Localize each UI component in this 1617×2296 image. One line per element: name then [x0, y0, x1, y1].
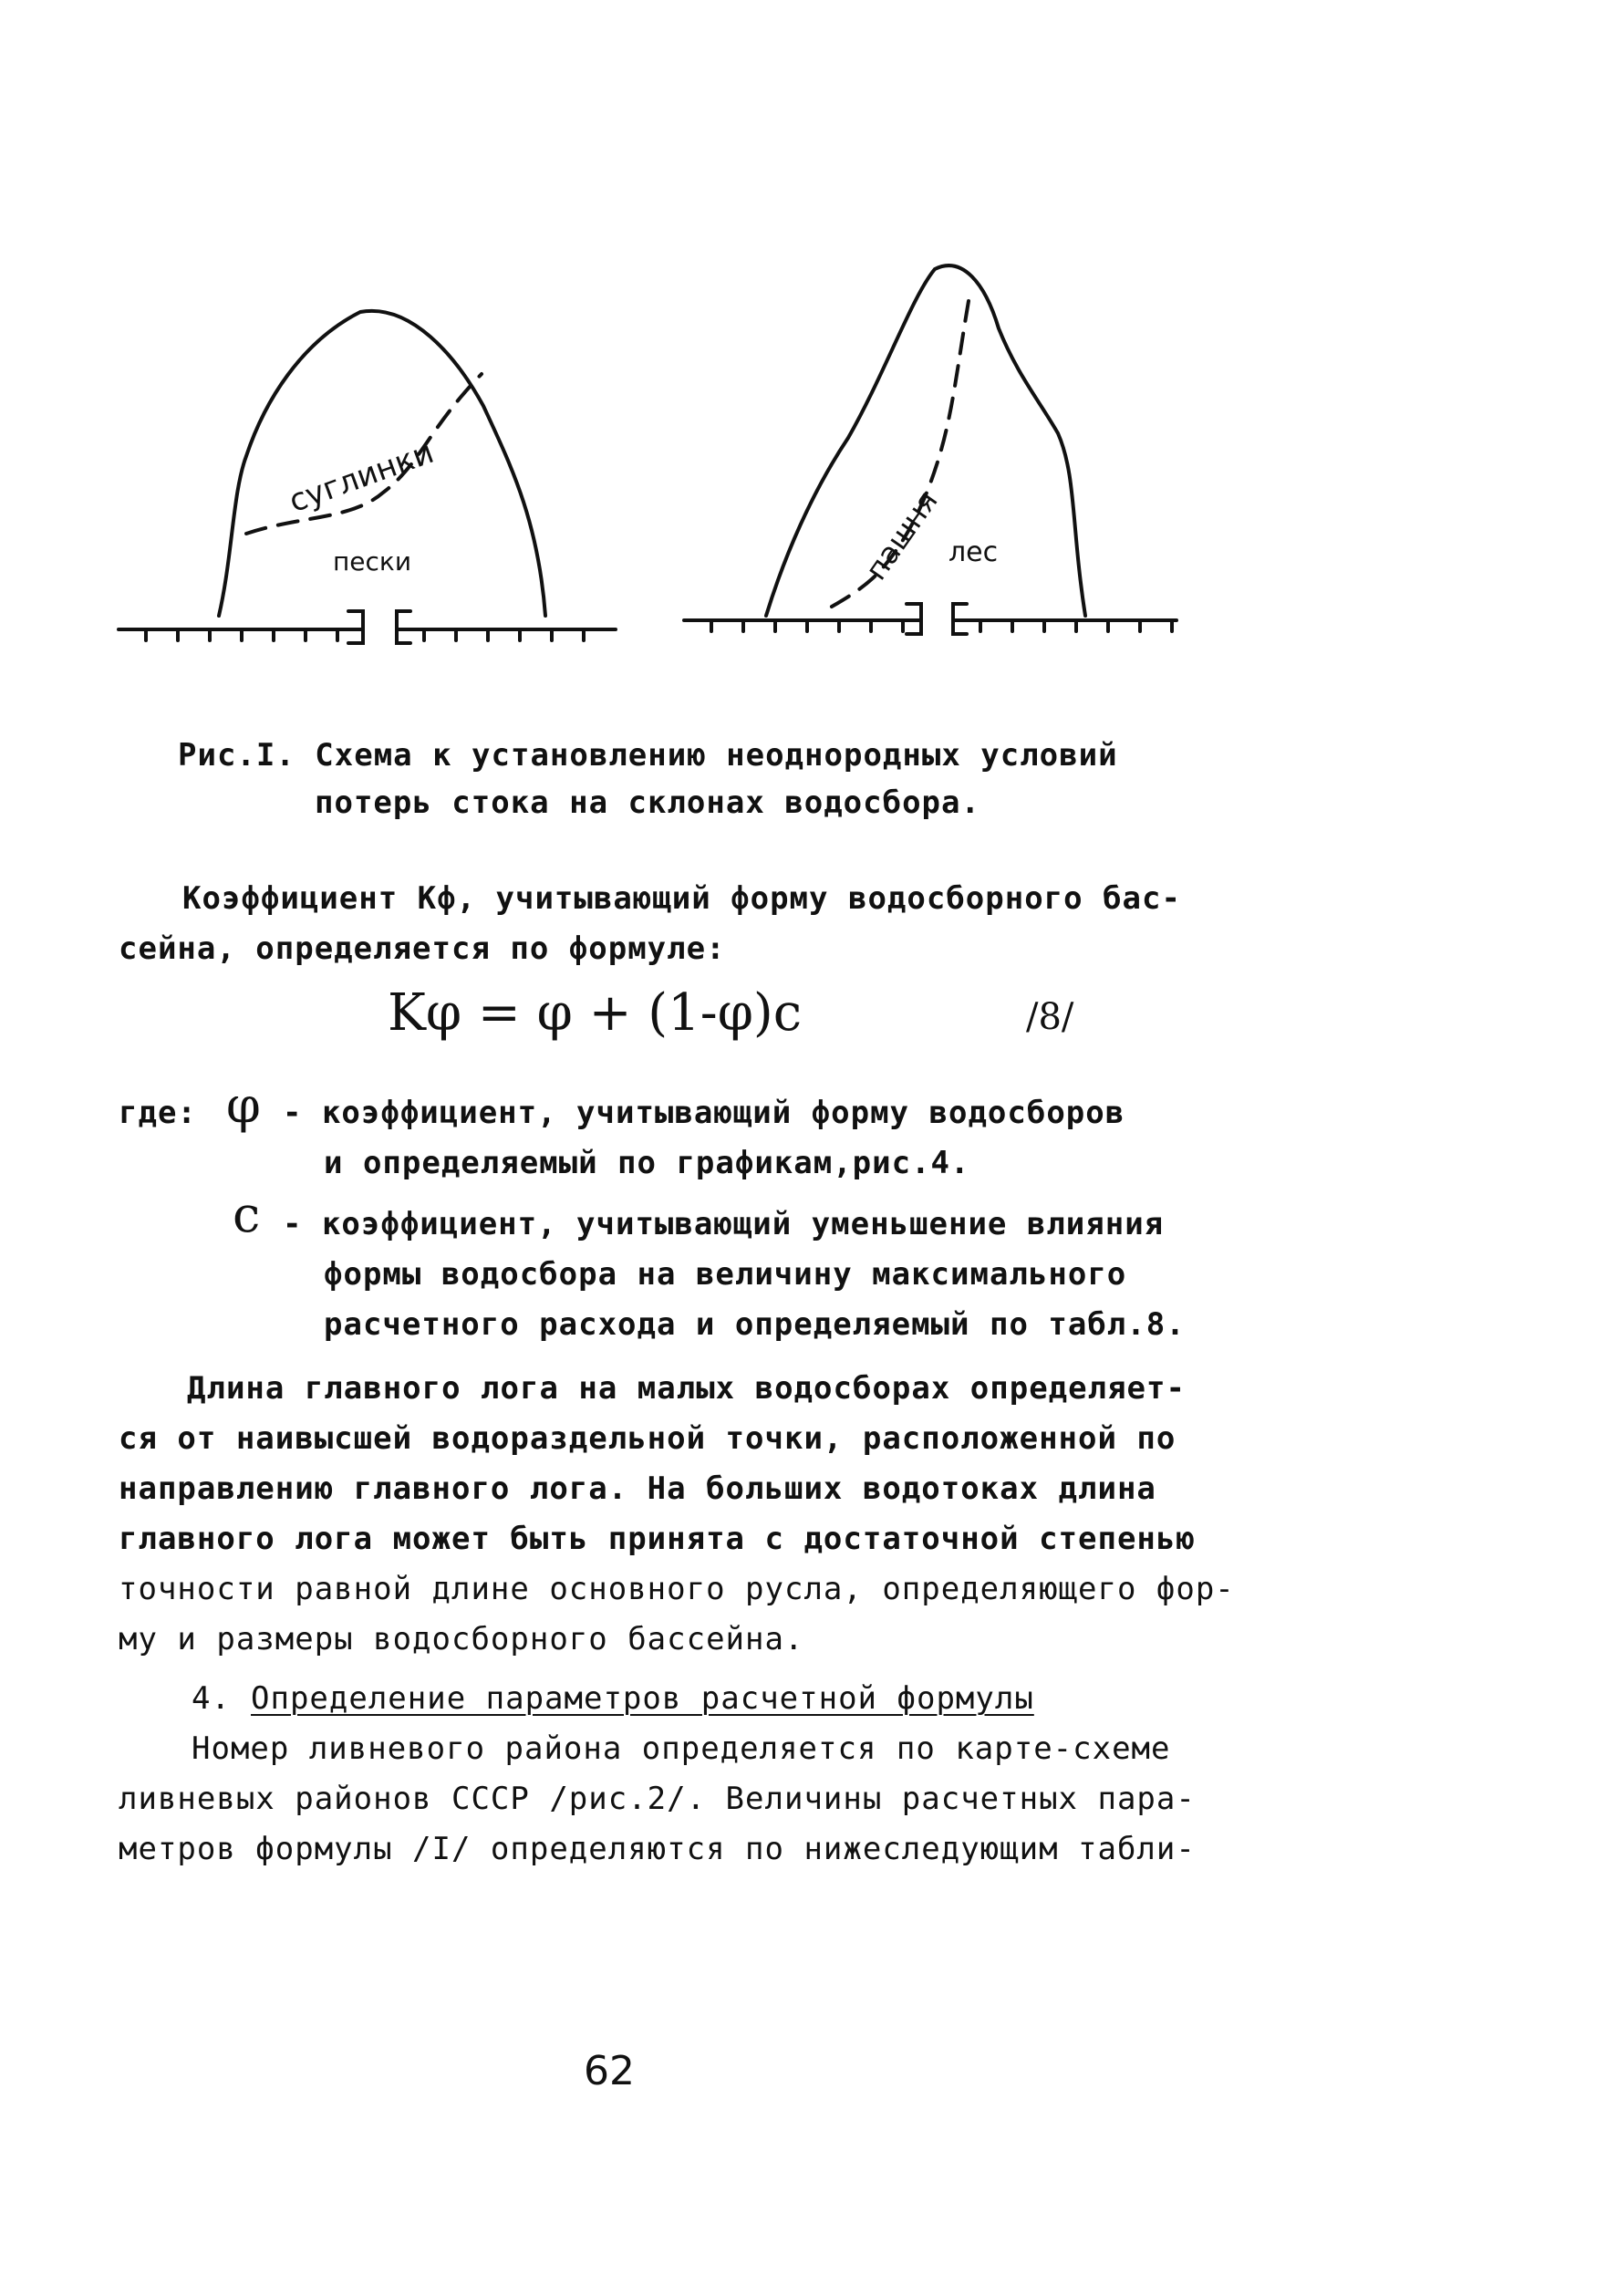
- paragraph-line-2: ся от наивысшей водораздельной точки, расположенной по: [119, 1420, 1176, 1457]
- section-title: Определение параметров расчетной формулы: [251, 1680, 1034, 1717]
- section-line-1: Номер ливневого района определяется по карте-схеме: [192, 1730, 1171, 1767]
- paragraph-line-3: направлению главного лога. На больших водотоках длина: [119, 1470, 1156, 1507]
- right-catchment-outline: [766, 265, 1085, 616]
- c-definition-line-2: формы водосбора на величину максимального: [324, 1256, 1127, 1293]
- phi-symbol: φ: [226, 1076, 261, 1134]
- right-label-forest: лес: [948, 536, 999, 568]
- where-label: где:: [119, 1095, 197, 1131]
- phi-definition-line-2: и определяемый по графикам,рис.4.: [324, 1145, 970, 1181]
- paragraph-line-5: точности равной длине основного русла, определяющего фор-: [119, 1571, 1235, 1607]
- left-outlet-bracket-l: [348, 611, 363, 643]
- right-catchment: [684, 265, 1176, 634]
- intro-line-1: Коэффициент Кф, учитывающий форму водосборного бас-: [182, 880, 1181, 917]
- catchment-schemes-svg: [109, 255, 1204, 684]
- c-definition-line-1: - коэффициент, учитывающий уменьшение влияния: [283, 1206, 1165, 1242]
- c-definition-line-3: расчетного расхода и определяемый по табл.8.: [324, 1306, 1186, 1343]
- formula-number: /8/: [1026, 996, 1074, 1038]
- formula-k-phi: Kφ = φ + (1-φ)c: [388, 983, 803, 1043]
- intro-line-2: сейна, определяется по формуле:: [119, 930, 726, 967]
- left-label-loam: суглинки: [284, 433, 439, 521]
- left-divide-dashed: [246, 374, 482, 534]
- paragraph-line-4: главного лога может быть принята с достаточной степенью: [119, 1521, 1196, 1557]
- section-number: 4.: [192, 1680, 231, 1717]
- page-number: 62: [584, 2048, 635, 2094]
- figure-caption-line-2: потерь стока на склонах водосбора.: [315, 784, 980, 821]
- c-symbol: c: [233, 1186, 261, 1243]
- section-line-3: метров формулы /I/ определяются по нижеследующим табли-: [119, 1831, 1196, 1867]
- left-outlet-bracket-r: [397, 611, 410, 643]
- paragraph-line-1: Длина главного лога на малых водосборах определяет-: [187, 1370, 1186, 1407]
- right-label-arable: пашня: [858, 483, 945, 587]
- section-line-2: ливневых районов СССР /рис.2/. Величины расчетных пара-: [119, 1781, 1196, 1817]
- left-label-sand: пески: [333, 546, 412, 577]
- paragraph-line-6: му и размеры водосборного бассейна.: [119, 1621, 804, 1657]
- catchment-figure: [109, 255, 1204, 684]
- figure-caption-line-1: Рис.I. Схема к установлению неоднородных условий: [178, 737, 1118, 774]
- phi-definition-line-1: - коэффициент, учитывающий форму водосборов: [283, 1095, 1125, 1131]
